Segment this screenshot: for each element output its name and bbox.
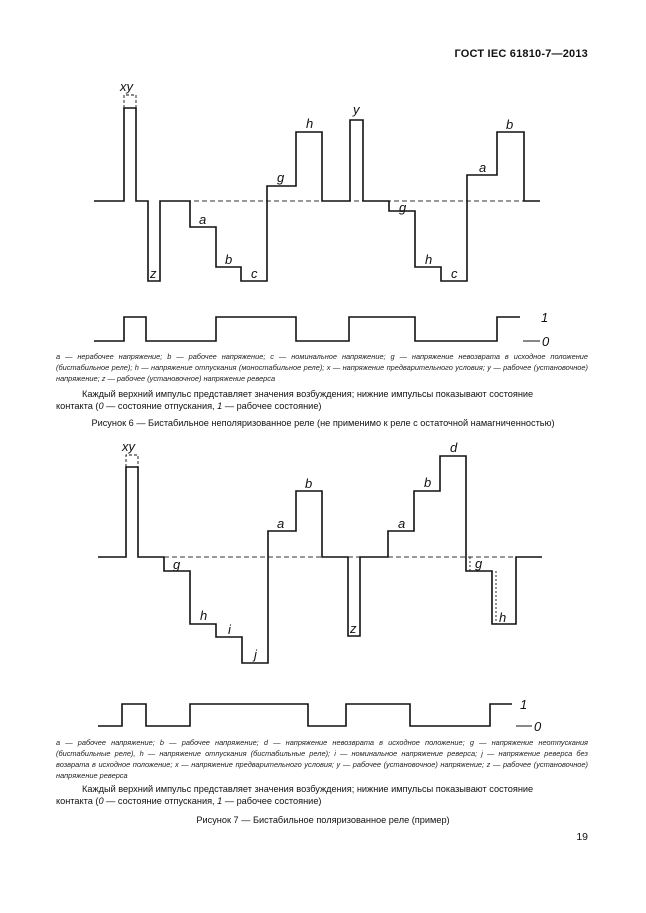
- standard-code: ГОСТ IEC 61810-7—2013: [454, 48, 588, 60]
- label-h: h: [200, 608, 208, 623]
- label-g2: g: [399, 200, 407, 215]
- label-b: b: [305, 476, 313, 491]
- label-d: d: [450, 440, 458, 455]
- figure-7-caption: Рисунок 7 — Бистабильное поляризованное реле (пример): [196, 815, 450, 825]
- label-g: g: [277, 170, 285, 185]
- label-a2: a: [479, 160, 487, 175]
- label-b2: b: [424, 475, 432, 490]
- figure-6-caption: Рисунок 6 — Бистабильное неполяризованное реле (не применимо к реле с остаточной намагниченностью): [91, 418, 555, 428]
- label-z: z: [150, 266, 157, 281]
- label-h: h: [306, 116, 314, 131]
- label-h2: h: [499, 610, 507, 625]
- level-1-label: 1: [520, 697, 528, 712]
- level-0-label: 0: [542, 334, 550, 349]
- label-a: a: [199, 212, 207, 227]
- label-xy: xy: [120, 79, 133, 94]
- label-a2: a: [398, 516, 406, 531]
- label-h2: h: [425, 252, 433, 267]
- figure-6-note: Каждый верхний импульс представляет значения возбуждения; нижние импульсы показывают состояние контакта (0 — состояние отпускания, 1 — рабочее состояние): [56, 389, 534, 411]
- label-c: c: [251, 266, 258, 281]
- label-i: i: [228, 622, 231, 637]
- figure-7-diagram: [0, 440, 646, 740]
- level-1-label: 1: [541, 310, 549, 325]
- label-y: y: [353, 102, 360, 117]
- level-0-label: 0: [534, 719, 542, 734]
- figure-7-note: Каждый верхний импульс представляет значения возбуждения; нижние импульсы показывают состояние контакта (0 — состояние отпускания, 1 — рабочее состояние): [56, 784, 534, 806]
- label-a: a: [277, 516, 285, 531]
- label-g: g: [173, 557, 181, 572]
- figure-7-legend: a — рабочее напряжение; b — рабочее напряжение; d — напряжение невозврата в исходное положение; g — напряжение неотпускания (бистабильные реле), h — напряжение отпускания (бистабильные реле); i — номинальное напряжение реверса; j — напряжение реверса без возврата в исходное положение; x — напряжение предварительного условия; y — рабочее (установочное) напряжение; z — рабочее (установочное) напряжение реверса: [56, 738, 588, 780]
- label-b: b: [225, 252, 233, 267]
- label-g2: g: [475, 556, 483, 571]
- figure-6-legend: a — нерабочее напряжение; b — рабочее напряжение; c — номинальное напряжение; g — напряжение невозврата в исходное положение (бистабильное реле); h — напряжение отпускания (моностабильное реле); x — напряжение предварительного условия; y — рабочее (установочное) напряжение; z — рабочее (установочное) напряжение реверса: [56, 352, 588, 383]
- label-z: z: [350, 621, 357, 636]
- figure-6-diagram: [0, 0, 646, 360]
- label-xy: xy: [122, 439, 135, 454]
- page-number: 19: [576, 831, 588, 843]
- label-b2: b: [506, 117, 514, 132]
- label-j: j: [254, 647, 257, 662]
- label-c2: c: [451, 266, 458, 281]
